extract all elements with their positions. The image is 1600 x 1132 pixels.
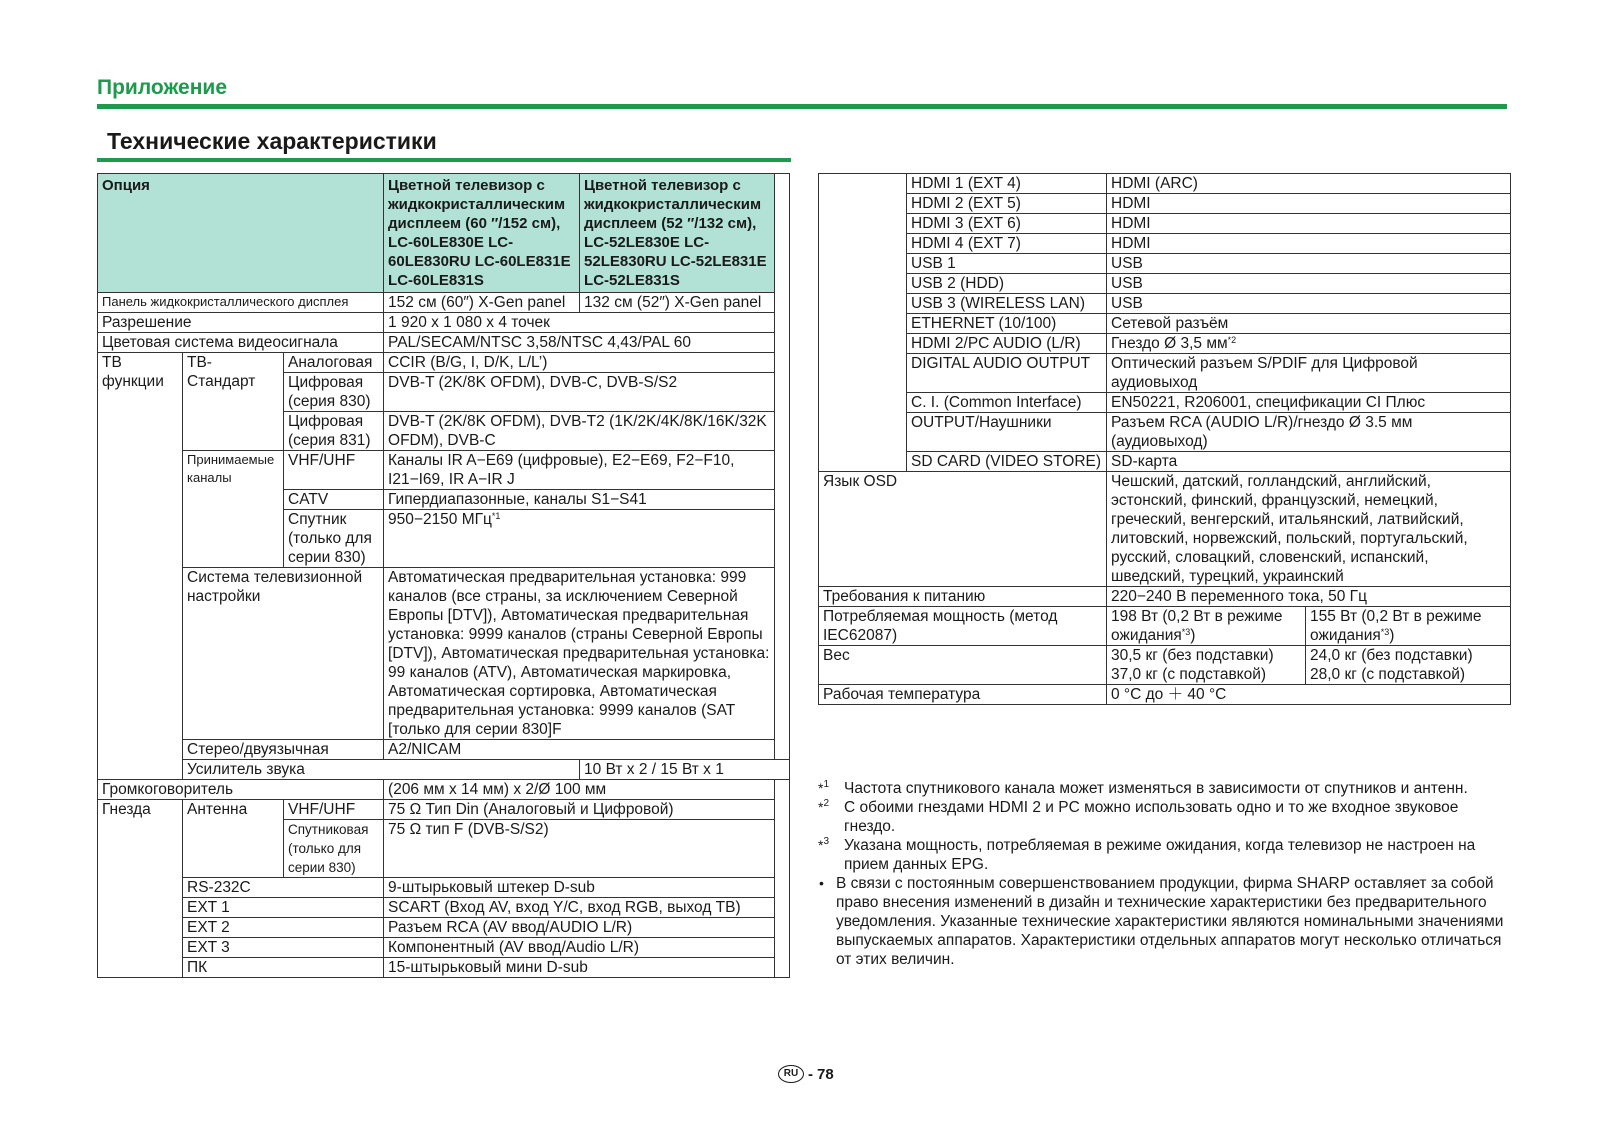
subgroup-label-standard: ТВ-Стандарт [183,353,284,451]
row-value: PAL/SECAM/NTSC 3,58/NTSC 4,43/PAL 60 [384,333,775,353]
section-label: Приложение [97,76,228,99]
footnote-mark: *$^3$ [818,836,830,853]
row-label: Потребляемая мощность (метод IEC62087) [819,607,1107,646]
paren-close: ) [1389,627,1395,644]
table-row [819,274,1511,294]
row-value-text: 950−2150 МГц [388,511,492,528]
row-value: 0 °C до ＋ 40 °C [1107,685,1511,705]
row-label: ETHERNET (10/100) [907,314,1107,334]
row-label: Рабочая температура [819,685,1107,705]
row-label: SD CARD (VIDEO STORE) [907,452,1107,472]
table-row [98,878,790,898]
page-title: Технические характеристики [107,128,437,154]
table-row [98,918,790,938]
row-value: 15-штырьковый мини D-sub [384,958,775,978]
table-row [98,293,790,313]
row-value: Компонентный (AV ввод/Audio L/R) [384,938,775,958]
footnote [818,798,1508,836]
table-row [98,898,790,918]
table-row [98,451,790,490]
header-option: Опция [98,174,384,293]
row-value: 75 Ω Тип Din (Аналоговый и Цифровой) [384,800,775,820]
row-value-text: Гнездо Ø 3,5 мм [1111,335,1228,352]
row-label: Язык OSD [819,472,1107,587]
row-value: 1 920 x 1 080 x 4 точек [384,313,775,333]
table-row [819,214,1511,234]
footnote-ref: *1 [491,511,501,521]
row-value: Сетевой разъём [1107,314,1511,334]
row-value: HDMI [1107,194,1511,214]
disclaimer-text: В связи с постоянным совершенствованием продукции, фирма SHARP оставляет за собой право внесения изменений в дизайн и технические характеристики без предварительного уведомления. Указанные технические характеристики являются номинальными значениями выпускаемых аппаратов. Характеристики отдельных аппаратов могут несколько отличаться от этих величин. [836,875,1504,968]
table-row [819,314,1511,334]
table-row [98,568,790,740]
row-value [1107,646,1306,685]
row-label: USB 2 (HDD) [907,274,1107,294]
row-value: 10 Вт x 2 / 15 Вт x 1 [580,760,790,780]
table-row [819,452,1511,472]
row-value-text: 198 Вт (0,2 Вт в режиме ожидания [1111,608,1283,644]
table-row [819,646,1511,685]
row-label: DIGITAL AUDIO OUTPUT [907,354,1107,393]
row-label: Цветовая система видеосигнала [98,333,384,353]
bullet-mark: • [819,875,824,891]
footnote-text: Указана мощность, потребляемая в режиме ожидания, когда телевизор не настроен на прием данных EPG. [844,837,1476,873]
footnote-ref: *3 [1380,627,1390,637]
row-label: Аналоговая [284,353,384,373]
jacks-continued-cell [819,174,907,472]
footnote-ref: *2 [1227,335,1237,345]
table-row [98,760,790,780]
weight-line: 24,0 кг (без подставки) [1310,647,1473,664]
row-label: HDMI 3 (EXT 6) [907,214,1107,234]
table-row [819,354,1511,393]
row-label: Усилитель звука [183,760,580,780]
footnote [818,836,1508,874]
row-label: VHF/UHF [284,451,384,490]
row-value: Гипердиапазонные, каналы S1−S41 [384,490,775,510]
footnote-mark: *$^1$ [818,779,830,796]
row-value: DVB-T (2K/8K OFDM), DVB-C, DVB-S/S2 [384,373,775,412]
row-value: HDMI (ARC) [1107,174,1511,194]
row-value: (206 мм x 14 мм) x 2/Ø 100 мм [384,780,775,800]
row-label: USB 3 (WIRELESS LAN) [907,294,1107,314]
paren-close: ) [1190,627,1196,644]
row-value [384,510,775,568]
table-row [98,740,790,760]
row-value [1306,607,1511,646]
row-label: HDMI 1 (EXT 4) [907,174,1107,194]
table-row [819,587,1511,607]
table-row [98,938,790,958]
row-label: Разрешение [98,313,384,333]
weight-line: 37,0 кг (с подставкой) [1111,666,1267,683]
footnote-mark: *$^2$ [818,798,830,815]
row-value: USB [1107,294,1511,314]
row-label: Цифровая (серия 830) [284,373,384,412]
header-model-60: Цветной телевизор с жидкокристаллическим дисплеем (60 ″/152 см), LC-60LE830E LC-60LE830RU LC-60LE831E LC-60LE831S [384,174,580,293]
row-label: CATV [284,490,384,510]
row-label: RS-232C [183,878,384,898]
table-row [819,685,1511,705]
subgroup-label-antenna: Антенна [183,800,284,878]
row-value [1306,646,1511,685]
row-value: Разъем RCA (AV ввод/AUDIO L/R) [384,918,775,938]
row-label: Спутник (только для серии 830) [284,510,384,568]
footnotes [818,779,1508,969]
row-value: 152 см (60″) X-Gen panel [384,293,580,313]
row-value: CCIR (B/G, I, D/K, L/L’) [384,353,775,373]
disclaimer-bullet [818,874,1508,969]
row-value: Чешский, датский, голландский, английский, эстонский, финский, французский, немецкий, греческий, венгерский, итальянский, латвийский, литовский, норвежский, польский, португальский, русский, словацкий, словенский, испанский, шведский, турецкий, украинский [1107,472,1511,587]
weight-line: 30,5 кг (без подставки) [1111,647,1274,664]
page-footer [778,1065,834,1083]
row-value: HDMI [1107,234,1511,254]
language-badge: RU [778,1065,804,1083]
footnote-ref: *3 [1181,627,1191,637]
spec-table-left [97,173,790,978]
table-row [98,353,790,373]
title-divider [97,158,791,162]
row-value: 220−240 В переменного тока, 50 Гц [1107,587,1511,607]
spec-table-right [818,173,1511,705]
row-label: Спутниковая (только для серии 830) [284,820,384,878]
row-value: USB [1107,274,1511,294]
row-value [1107,607,1306,646]
table-header-row [98,174,790,293]
table-row [98,800,790,820]
row-value: SCART (Вход AV, вход Y/C, вход RGB, выход ТВ) [384,898,775,918]
row-value: 75 Ω тип F (DVB-S/S2) [384,820,775,878]
row-label: Цифровая (серия 831) [284,412,384,451]
row-value: Разъем RCA (AUDIO L/R)/гнездо Ø 3.5 мм (аудиовыход) [1107,413,1511,452]
table-row [819,294,1511,314]
table-row [819,234,1511,254]
row-label: HDMI 2 (EXT 5) [907,194,1107,214]
group-label-jacks: Гнезда [98,800,183,978]
row-value [1107,334,1511,354]
weight-line: 28,0 кг (с подставкой) [1310,666,1466,683]
row-value: 9-штырьковый штекер D-sub [384,878,775,898]
row-value: Каналы IR A−E69 (цифровые), E2−E69, F2−F10, I21−I69, IR A−IR J [384,451,775,490]
row-label: EXT 3 [183,938,384,958]
table-row [819,393,1511,413]
row-label: Панель жидкокристаллического дисплея [98,293,384,313]
header-model-52: Цветной телевизор с жидкокристаллическим дисплеем (52 ″/132 см), LC-52LE830E LC-52LE830RU LC-52LE831E LC-52LE831S [580,174,775,293]
row-label: C. I. (Common Interface) [907,393,1107,413]
row-value: DVB-T (2K/8K OFDM), DVB-T2 (1K/2K/4K/8K/16K/32K OFDM), DVB-C [384,412,775,451]
group-label-tv: ТВ функции [98,353,183,780]
section-divider [97,104,1507,109]
row-value: SD-карта [1107,452,1511,472]
table-row [819,174,1511,194]
row-label: HDMI 4 (EXT 7) [907,234,1107,254]
row-label: Стерео/двуязычная [183,740,384,760]
row-value-text: 155 Вт (0,2 Вт в режиме ожидания [1310,608,1482,644]
table-row [819,194,1511,214]
footnote [818,779,1508,798]
subgroup-label-channels: Принимаемые каналы [183,451,284,568]
page-number: 78 [817,1065,834,1083]
row-label: Система телевизионной настройки [183,568,384,740]
row-label: ПК [183,958,384,978]
row-label: HDMI 2/PC AUDIO (L/R) [907,334,1107,354]
row-label: USB 1 [907,254,1107,274]
table-row [819,472,1511,587]
row-label: EXT 2 [183,918,384,938]
row-value: Автоматическая предварительная установка: 999 каналов (все страны, за исключением Северной Европы [DTV]), Автоматическая предварительная установка: 9999 каналов (страны Северной Европы [DTV]), Автоматическая предварительная установка: 99 каналов (ATV), Автоматическая маркировка, Автоматическая сортировка, Автоматическая предварительная установка: 9999 каналов (SAT [только для серии 830]F [384,568,775,740]
table-row [98,780,790,800]
table-row [819,254,1511,274]
row-label: VHF/UHF [284,800,384,820]
table-row [98,958,790,978]
row-label: EXT 1 [183,898,384,918]
table-row [98,313,790,333]
row-label: Вес [819,646,1107,685]
row-value: USB [1107,254,1511,274]
table-row [98,333,790,353]
footnote-text: Частота спутникового канала может изменяться в зависимости от спутников и антенн. [844,780,1468,797]
row-label: OUTPUT/Наушники [907,413,1107,452]
table-row [819,413,1511,452]
row-label: Требования к питанию [819,587,1107,607]
row-value: HDMI [1107,214,1511,234]
row-value: 132 см (52″) X-Gen panel [580,293,775,313]
row-value: Оптический разъем S/PDIF для Цифровой аудиовыход [1107,354,1511,393]
table-row [819,607,1511,646]
table-row [819,334,1511,354]
footer-separator: - [808,1065,813,1083]
row-label: Громкоговоритель [98,780,384,800]
row-value: A2/NICAM [384,740,775,760]
footnote-text: С обоими гнездами HDMI 2 и PC можно использовать одно и то же входное звуковое гнездо. [844,799,1459,835]
row-value: EN50221, R206001, спецификации CI Плюс [1107,393,1511,413]
